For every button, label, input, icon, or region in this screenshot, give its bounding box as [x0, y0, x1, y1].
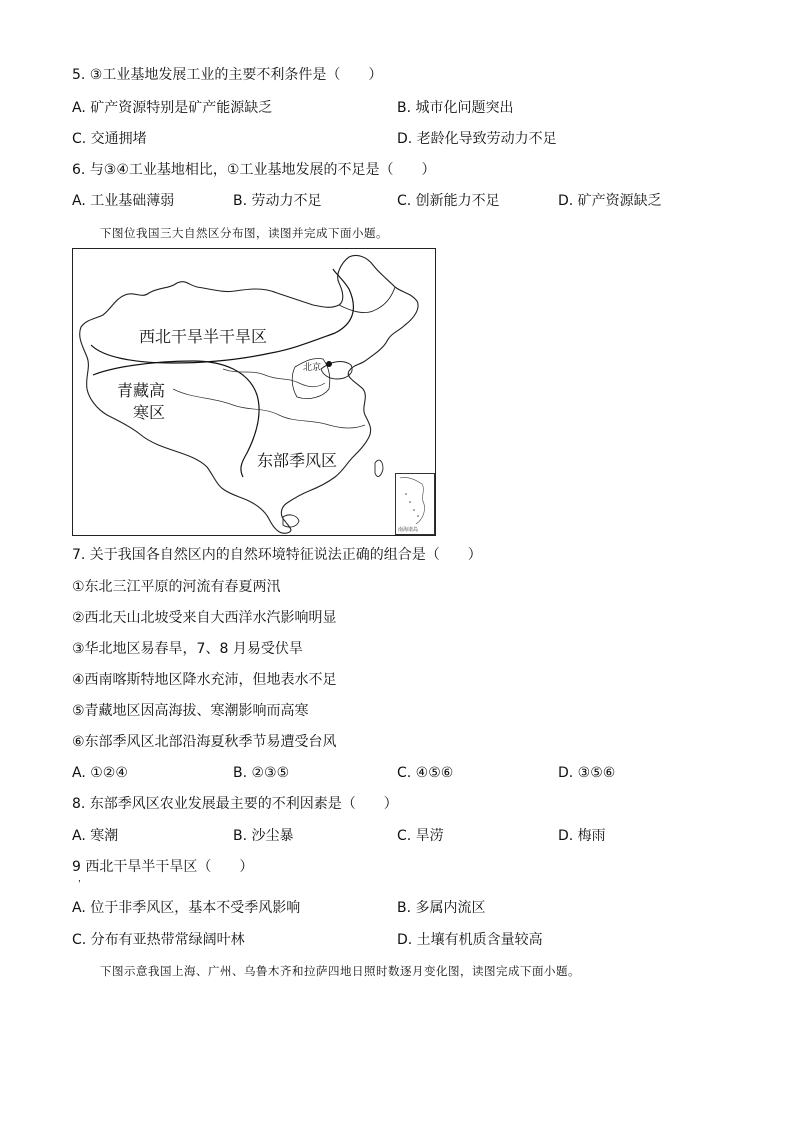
q6-option-c: C. 创新能力不足 — [397, 193, 500, 209]
label-northwest-arid: 西北干旱半干旱区 — [139, 327, 268, 346]
q7-option-d: D. ③⑤⑥ — [558, 765, 616, 781]
q7-statement-2: ②西北天山北坡受来自大西洋水汽影响明显 — [72, 610, 337, 626]
q7-statement-1: ①东北三江平原的河流有春夏两汛 — [72, 579, 281, 595]
label-beijing: 北京 — [303, 363, 322, 373]
label-eastern-monsoon: 东部季风区 — [257, 451, 338, 470]
q6-option-b: B. 劳动力不足 — [233, 193, 322, 209]
q7-option-b: B. ②③⑤ — [233, 765, 290, 781]
q6-stem: 6. 与③④工业基地相比，①工业基地发展的不足是（ ） — [72, 162, 436, 178]
beijing-dot — [326, 361, 332, 367]
q9-option-c: C. 分布有亚热带常绿阔叶林 — [72, 932, 245, 948]
south-china-sea-inset — [395, 473, 435, 535]
q7-option-c: C. ④⑤⑥ — [397, 765, 454, 781]
label-qinghai-tibet-line1: 青藏高 — [117, 381, 166, 400]
q7-statement-5: ⑤青藏地区因高海拔、寒潮影响而高寒 — [72, 703, 309, 719]
q5-option-c: C. 交通拥堵 — [72, 131, 147, 147]
q7-stem: 7. 关于我国各自然区内的自然环境特征说法正确的组合是（ ） — [72, 547, 482, 563]
q6-option-a: A. 工业基础薄弱 — [72, 193, 175, 209]
q8-option-c: C. 旱涝 — [397, 828, 444, 844]
q7-statement-6: ⑥东部季风区北部沿海夏秋季节易遭受台风 — [72, 734, 337, 750]
map-intro: 下图位我国三大自然区分布图，读图并完成下面小题。 — [100, 226, 388, 240]
q8-stem: 8. 东部季风区农业发展最主要的不利因素是（ ） — [72, 796, 398, 812]
q8-option-a: A. 寒潮 — [72, 828, 119, 844]
q7-statement-4: ④西南喀斯特地区降水充沛，但地表水不足 — [72, 672, 337, 688]
q5-option-b: B. 城市化问题突出 — [397, 100, 514, 116]
label-qinghai-tibet-line2: 寒区 — [133, 403, 166, 422]
q9-option-d: D. 土壤有机质含量较高 — [397, 932, 543, 948]
q7-statement-3: ③华北地区易春旱，7、8 月易受伏旱 — [72, 641, 303, 657]
inset-label: 南海诸岛 — [398, 527, 419, 533]
q6-option-d: D. 矿产资源缺乏 — [558, 193, 662, 209]
q9-stray-mark: ， — [78, 874, 88, 884]
q5-option-d: D. 老龄化导致劳动力不足 — [397, 131, 557, 147]
sunshine-chart-intro: 下图示意我国上海、广州、乌鲁木齐和拉萨四地日照时数逐月变化图，读图完成下面小题。 — [100, 964, 580, 978]
q5-option-a: A. 矿产资源特别是矿产能源缺乏 — [72, 100, 273, 116]
q8-option-b: B. 沙尘暴 — [233, 828, 294, 844]
q8-option-d: D. 梅雨 — [558, 828, 606, 844]
q9-option-a: A. 位于非季风区，基本不受季风影响 — [72, 900, 301, 916]
q9-stem: 9 西北干旱半干旱区（ ） — [72, 859, 254, 875]
q9-option-b: B. 多属内流区 — [397, 900, 486, 916]
china-natural-regions-map — [72, 248, 436, 536]
q7-option-a: A. ①②④ — [72, 765, 128, 781]
q5-stem: 5. ③工业基地发展工业的主要不利条件是（ ） — [72, 67, 383, 83]
